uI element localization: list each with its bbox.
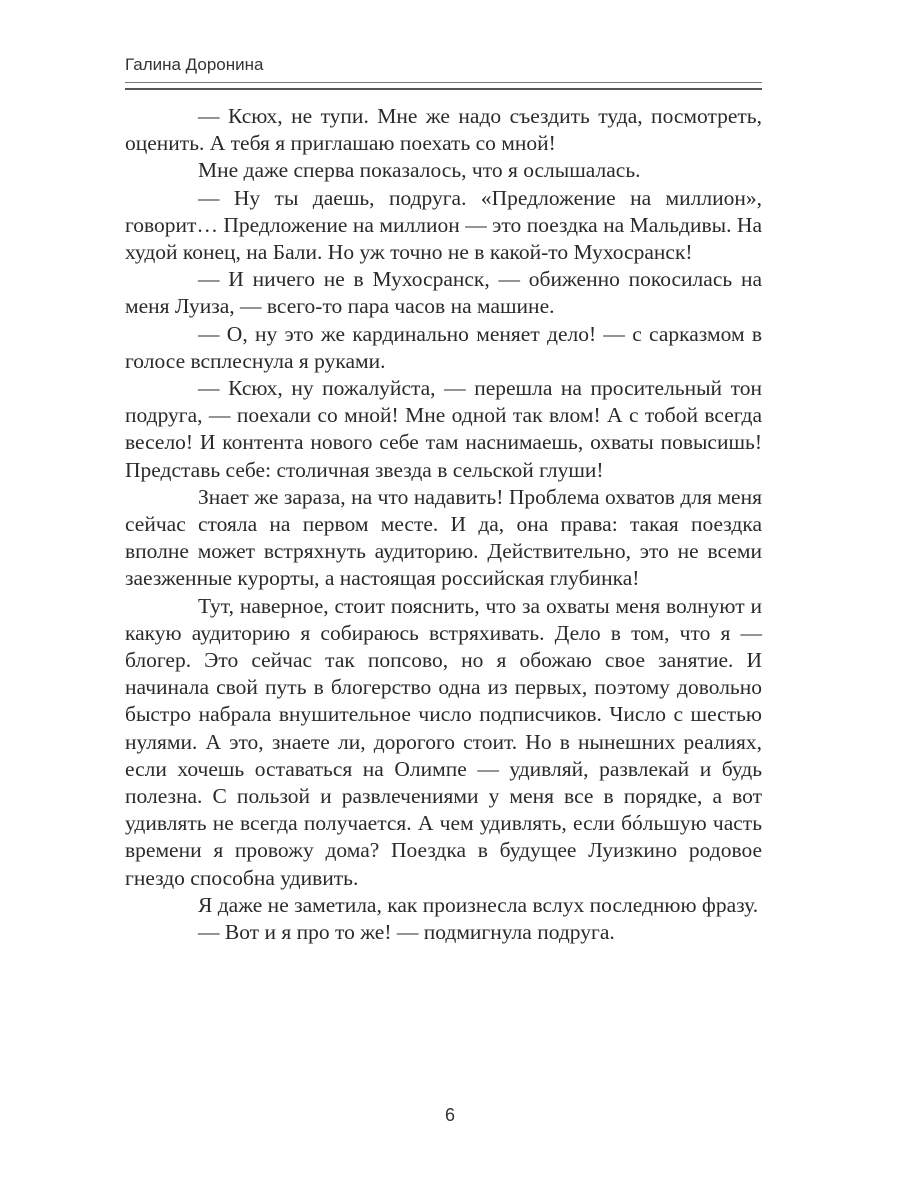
page-number: 6: [444, 1105, 455, 1125]
paragraph: — Ну ты даешь, подруга. «Предложение на миллион», говорит… Предложение на миллион — это поездка на Мальдивы. На худой конец, на Бали. Но уж точно не в какой-то Мухосранск!: [125, 185, 762, 265]
paragraph: Тут, наверное, стоит пояснить, что за охваты меня волнуют и какую аудиторию я собираюсь встряхивать. Дело в том, что я — блогер. Это сейчас так попсово, но я обожаю свое занятие. И начинала свой путь в блогерство одна из первых, поэтому довольно быстро набрала внушительное число подписчиков. Число с шестью нулями. А это, знаете ли, дорогого стоит. Но в нынешних реалиях, если хочешь оставаться на Олимпе — удивляй, развлекай и будь полезна. С пользой и развлечениями у меня все в порядке, а вот удивлять не всегда получается. А чем удивлять, если бóльшую часть времени я провожу дома? Поездка в будущее Луизкино родовое гнездо способна удивить.: [125, 593, 762, 890]
paragraph: Мне даже сперва показалось, что я ослышалась.: [198, 158, 641, 183]
paragraph: Знает же зараза, на что надавить! Проблема охватов для меня сейчас стояла на первом месте. И да, она права: такая поездка вполне может встряхнуть аудиторию. Действительно, это не всеми заезженные курорты, а настоящая российская глубинка!: [125, 484, 762, 591]
paragraph: — Ксюх, не тупи. Мне же надо съездить туда, посмотреть, оценить. А тебя я приглашаю поехать со мной!: [125, 104, 762, 156]
header-rule: [125, 82, 762, 90]
paragraph: — О, ну это же кардинально меняет дело! — с сарказмом в голосе всплеснула я руками.: [125, 321, 762, 373]
paragraph: — Вот и я про то же! — подмигнула подруга.: [198, 920, 615, 945]
paragraph: Я даже не заметила, как произнесла вслух последнюю фразу.: [198, 892, 759, 917]
running-head-author: Галина Доронина: [125, 55, 264, 74]
paragraph: — И ничего не в Мухосранск, — обиженно покосилась на меня Луиза, — всего-то пара часов на машине.: [125, 267, 762, 319]
paragraph: — Ксюх, ну пожалуйста, — перешла на просительный тон подруга, — поехали со мной! Мне одной так влом! А с тобой всегда весело! И контента нового себе там наснимаешь, охваты повысишь! Представь себе: столичная звезда в сельской глуши!: [125, 376, 762, 482]
body-text: [125, 103, 762, 946]
